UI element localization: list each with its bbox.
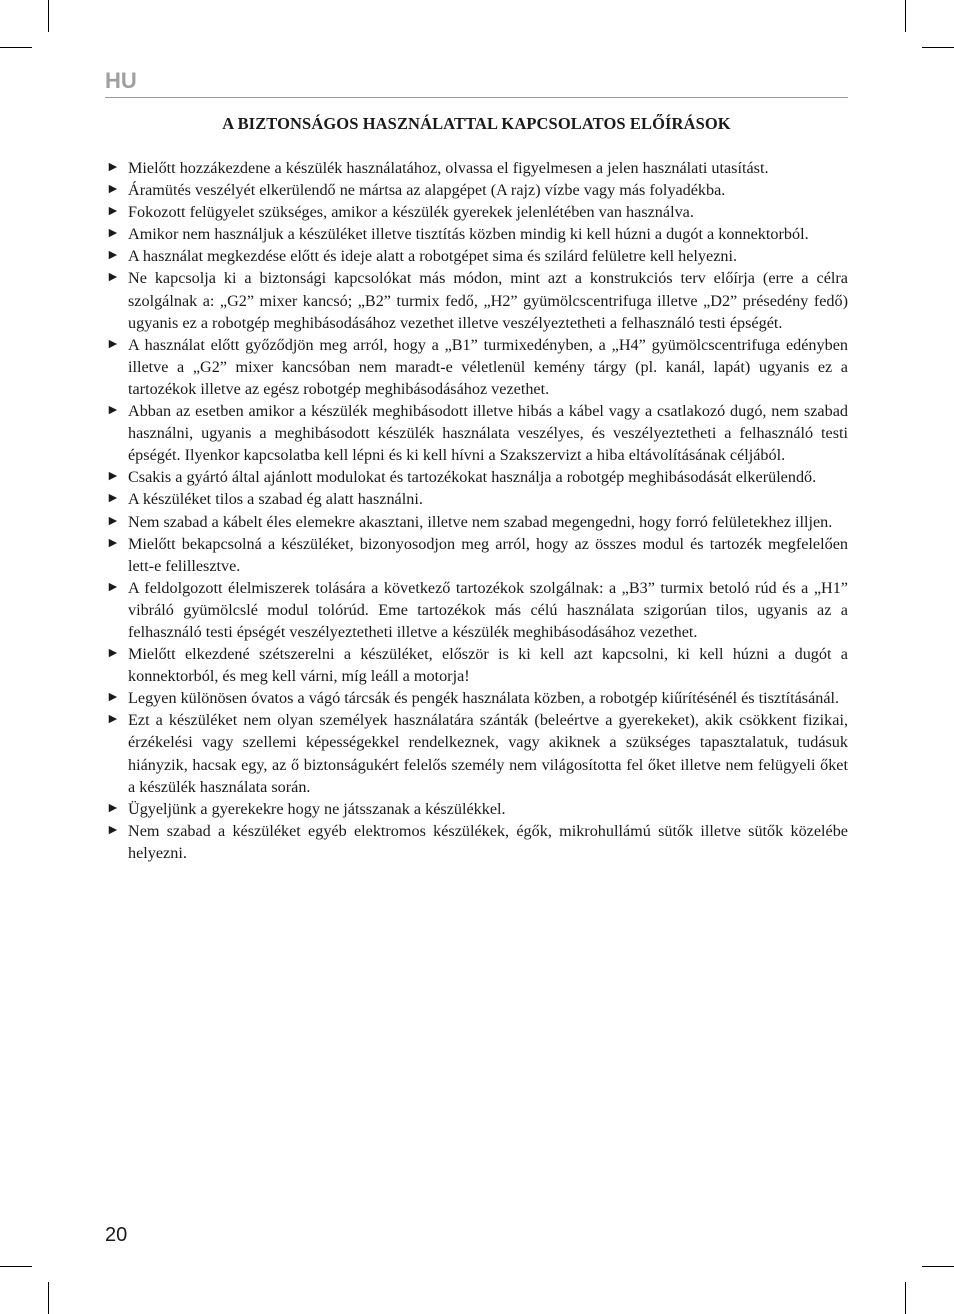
page-number: 20 — [105, 1224, 128, 1246]
list-item-text: Nem szabad a kábelt éles elemekre akasztani, illetve nem szabad megengedni, hogy forró felületekhez illjen. — [128, 512, 833, 531]
bullet-arrow-icon: ► — [106, 491, 120, 507]
safety-instructions-list — [105, 157, 848, 864]
list-item — [105, 334, 848, 400]
crop-mark-top-right-vertical — [905, 0, 906, 32]
bullet-arrow-icon: ► — [106, 535, 120, 551]
list-item — [105, 245, 848, 267]
bullet-arrow-icon: ► — [106, 800, 120, 816]
list-item — [105, 488, 848, 510]
crop-mark-top-left-horizontal — [0, 47, 32, 48]
header-rule — [105, 97, 848, 98]
section-title: A BIZTONSÁGOS HASZNÁLATTAL KAPCSOLATOS ELŐÍRÁSOK — [222, 114, 731, 133]
crop-mark-top-left-vertical — [48, 0, 49, 32]
bullet-arrow-icon: ► — [106, 822, 120, 838]
bullet-arrow-icon: ► — [106, 579, 120, 595]
list-item — [105, 511, 848, 533]
list-item — [105, 157, 848, 179]
list-item-text: Csakis a gyártó által ajánlott modulokat és tartozékokat használja a robotgép meghibásodását elkerülendő. — [128, 468, 817, 487]
bullet-arrow-icon: ► — [106, 646, 120, 662]
crop-mark-bottom-left-vertical — [48, 1282, 49, 1314]
list-item-text: Nem szabad a készüléket egyéb elektromos készülékek, égők, mikrohullámú sütők illetve sütők közelébe helyezni. — [128, 821, 848, 862]
list-item-text: Fokozott felügyelet szükséges, amikor a készülék gyerekek jelenlétében van használva. — [128, 203, 694, 222]
list-item — [105, 223, 848, 245]
list-item — [105, 798, 848, 820]
bullet-arrow-icon: ► — [106, 248, 120, 264]
language-code: HU — [105, 68, 137, 93]
crop-mark-bottom-right-vertical — [905, 1282, 906, 1314]
bullet-arrow-icon: ► — [106, 336, 120, 352]
bullet-arrow-icon: ► — [106, 270, 120, 286]
list-item — [105, 577, 848, 643]
bullet-arrow-icon: ► — [106, 469, 120, 485]
list-item-text: Áramütés veszélyét elkerülendő ne mártsa az alapgépet (A rajz) vízbe vagy más folyadékba. — [128, 181, 726, 200]
list-item — [105, 687, 848, 709]
bullet-arrow-icon: ► — [106, 204, 120, 220]
list-item-text: A használat megkezdése előtt és ideje alatt a robotgépet sima és szilárd felületre kell helyezni. — [128, 247, 738, 266]
list-item — [105, 709, 848, 797]
list-item-text: A feldolgozott élelmiszerek tolására a következő tartozékok szolgálnak: a „B3” turmix betoló rúd és a „H1” vibráló gyümölcslé modul tolórúd. Eme tartozékok más célú használata szigorúan tilos, ugyanis az a felhasználó testi épségét veszélyeztetheti illetve a készülék meghibásodásához vezethet. — [128, 578, 848, 641]
crop-mark-bottom-left-horizontal — [0, 1266, 32, 1267]
list-item — [105, 820, 848, 864]
bullet-arrow-icon: ► — [106, 513, 120, 529]
list-item-text: Ezt a készüléket nem olyan személyek használatára szánták (beleértve a gyerekeket), akik csökkent fizikai, érzékelési vagy szellemi képességekkel rendelkeznek, vagy akiknek a szükséges tapasztalatuk, tudásuk hiányzik, hacsak egy, az ő biztonságukért felelős személy nem világosította fel őket illetve nem felügyeli őket a készülék használata során. — [128, 711, 848, 796]
list-item — [105, 466, 848, 488]
bullet-arrow-icon: ► — [106, 226, 120, 242]
bullet-arrow-icon: ► — [106, 712, 120, 728]
list-item-text: Mielőtt elkezdené szétszerelni a készüléket, először is ki kell azt kapcsolni, ki kell húzni a dugót a konnektorból, és meg kell várni, míg leáll a motorja! — [128, 645, 848, 686]
bullet-arrow-icon: ► — [106, 690, 120, 706]
list-item-text: Mielőtt bekapcsolná a készüléket, bizonyosodjon meg arról, hogy az összes modul és tartozék megfelelően lett-e felillesztve. — [128, 534, 848, 575]
crop-mark-top-right-horizontal — [922, 47, 954, 48]
list-item-text: A használat előtt győződjön meg arról, hogy a „B1” turmixedényben, a „H4” gyümölcscentrifuga edényben illetve a „G2” mixer kancsóban nem maradt-e véletlenül kemény tárgy (pl. kanál, lapát) ugyanis ez a tartozékok illetve az egész robotgép meghibásodásához vezethet. — [128, 335, 848, 398]
bullet-arrow-icon: ► — [106, 160, 120, 175]
list-item-text: Abban az esetben amikor a készülék meghibásodott illetve hibás a kábel vagy a csatlakozó dugó, nem szabad használni, ugyanis a meghibásodott készülék használata veszélyes, és veszélyeztetheti a felhasználó testi épségét. Ilyenkor kapcsolatba kell lépni és ki kell hívni a Szakszervizt a hiba eltávolításának céljából. — [128, 402, 848, 465]
list-item-text: Ne kapcsolja ki a biztonsági kapcsolókat más módon, mint azt a konstrukciós terv előírja (erre a célra szolgálnak a: „G2” mixer kancsó; „B2” turmix fedő, „H2” gyümölcscentrifuga illetve „D2” présedény fedő) ugyanis ez a robotgép meghibásodásához vezethet illetve veszélyeztetheti a felhasználó testi épségét. — [128, 269, 848, 332]
list-item — [105, 267, 848, 333]
list-item — [105, 201, 848, 223]
list-item-text: Mielőtt hozzákezdene a készülék használatához, olvassa el figyelmesen a jelen használati utasítást. — [128, 159, 769, 177]
list-item — [105, 179, 848, 201]
list-item-text: Ügyeljünk a gyerekekre hogy ne játsszanak a készülékkel. — [128, 799, 506, 818]
list-item — [105, 533, 848, 577]
bullet-arrow-icon: ► — [106, 182, 120, 198]
list-item — [105, 400, 848, 466]
list-item-text: Amikor nem használjuk a készüléket illetve tisztítás közben mindig ki kell húzni a dugót a konnektorból. — [128, 225, 809, 244]
list-item-text: Legyen különösen óvatos a vágó tárcsák és pengék használata közben, a robotgép kiűrítésénél és tisztításánál. — [128, 689, 840, 708]
crop-mark-bottom-right-horizontal — [922, 1266, 954, 1267]
bullet-arrow-icon: ► — [106, 403, 120, 419]
list-item-text: A készüléket tilos a szabad ég alatt használni. — [128, 490, 423, 509]
list-item — [105, 643, 848, 687]
